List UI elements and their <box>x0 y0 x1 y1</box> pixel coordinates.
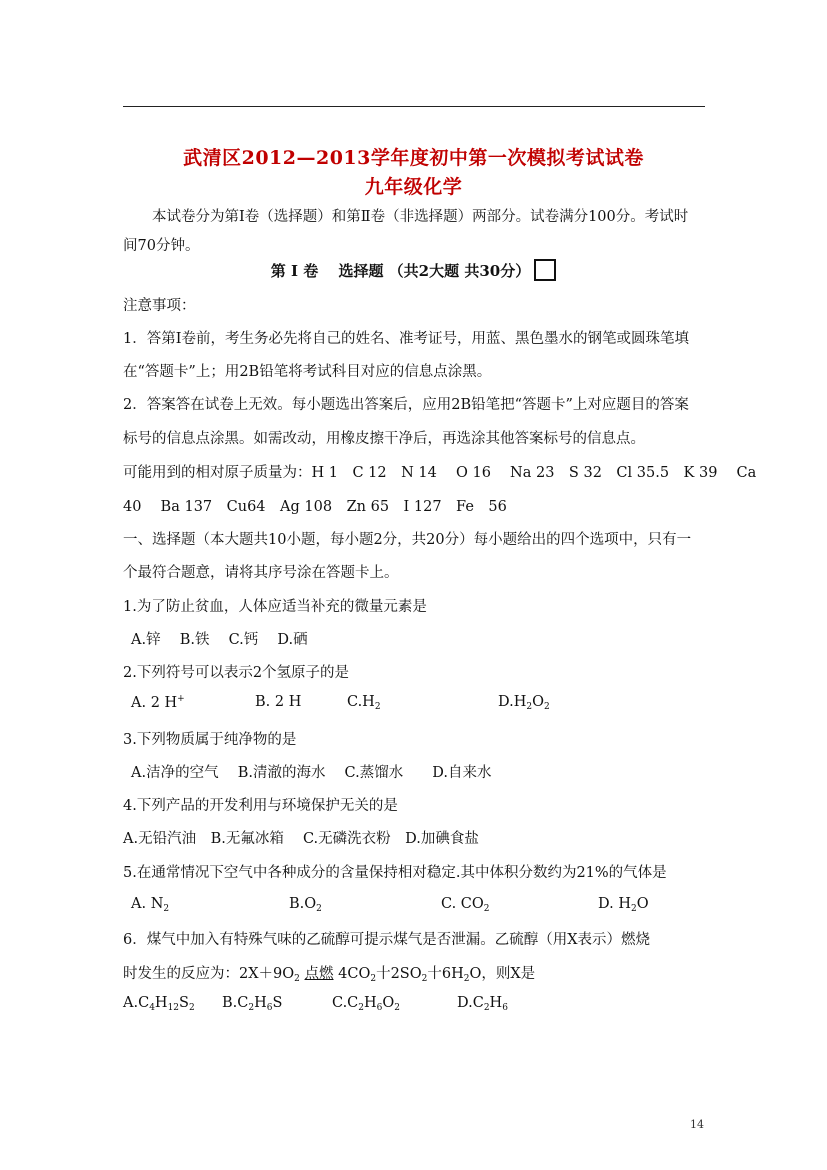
q6-d-2: 2 <box>483 1003 490 1013</box>
exam-subtitle: 九年级化学 <box>364 176 463 198</box>
question-5-option-b <box>289 896 322 914</box>
question-6-stem-2 <box>123 962 535 984</box>
question-6-option-a <box>123 995 195 1013</box>
q6-eq-d: 十6H <box>427 966 464 982</box>
intro-line-1: 本试卷分为第Ⅰ卷（选择题）和第Ⅱ卷（非选择题）两部分。试卷满分100分。考试时 <box>152 209 689 225</box>
part1-instructions-1: 一、选择题（本大题共10小题，每小题2分，共20分）每小题给出的四个选项中，只有一 <box>123 532 692 548</box>
atomic-mass-line-2: 40 Ba 137 Cu64 Ag 108 Zn 65 I 127 Fe 56 <box>123 499 507 515</box>
q2-d-mid: O <box>532 694 544 710</box>
q6-a-6: 2 <box>188 1003 195 1013</box>
q5-d-end: O <box>636 896 649 912</box>
q6-eq-c: 十2SO <box>376 966 422 982</box>
q6-a-3: H <box>154 995 168 1011</box>
q5-b-text: B.O <box>289 896 317 912</box>
q6-b-1: B.C <box>222 995 249 1011</box>
header-rule <box>123 106 705 107</box>
q6-d-4: 6 <box>502 1003 508 1013</box>
q2-d-text: D.H <box>498 694 527 710</box>
notes-heading: 注意事项： <box>123 298 196 314</box>
question-2-option-a <box>131 694 185 711</box>
q6-a-1: A.C <box>123 995 150 1011</box>
score-box <box>534 259 556 281</box>
q6-reaction-condition: 点燃 <box>304 966 334 982</box>
question-1-stem: 1.为了防止贫血，人体应适当补充的微量元素是 <box>123 599 427 615</box>
question-5-option-d <box>598 896 649 914</box>
q6-eq-e: O，则X是 <box>469 966 536 982</box>
page-number: 14 <box>690 1118 704 1131</box>
question-1-options: A.锌 B.铁 C.钙 D.硒 <box>131 632 308 648</box>
q2-c-text: C.H <box>347 694 375 710</box>
q6-eq-sub1: 2 <box>294 974 300 984</box>
q6-c-4: 6 <box>376 1003 383 1013</box>
section-heading <box>0 259 827 281</box>
q6-eq-sub2: 2 <box>370 974 377 984</box>
q6-a-5: S <box>179 995 189 1011</box>
q6-eq-sub4: 2 <box>463 974 470 984</box>
q6-eq-a: 时发生的反应为：2X＋9O <box>123 966 295 982</box>
question-4-options: A.无铅汽油 B.无氟冰箱 C.无磷洗衣粉 D.加碘食盐 <box>123 831 479 847</box>
question-2-stem: 2.下列符号可以表示2个氢原子的是 <box>123 665 350 681</box>
part1-instructions-2: 个最符合题意，请将其序号涂在答题卡上。 <box>123 565 399 581</box>
q6-c-6: 2 <box>394 1003 401 1013</box>
q6-c-2: 2 <box>358 1003 365 1013</box>
note-1-line-2: 在“答题卡”上；用2B铅笔将考试科目对应的信息点涂黑。 <box>123 364 492 380</box>
q2-d-sub2: 2 <box>544 702 550 712</box>
question-4-stem: 4.下列产品的开发利用与环境保护无关的是 <box>123 798 398 814</box>
note-1-line-1: 1．答第Ⅰ卷前，考生务必先将自己的姓名、准考证号，用蓝、黑色墨水的钢笔或圆珠笔填 <box>123 331 689 347</box>
question-6-option-d <box>457 995 508 1013</box>
q6-d-1: D.C <box>457 995 484 1011</box>
q6-a-2: 4 <box>149 1003 155 1013</box>
question-6-option-b <box>222 995 282 1013</box>
q2-a-sup: + <box>177 694 185 704</box>
intro-line-2: 间70分钟。 <box>123 238 200 254</box>
question-2-option-b: B. 2 H <box>255 694 302 710</box>
q6-c-1: C.C <box>332 995 359 1011</box>
q6-a-4: 12 <box>167 1003 180 1013</box>
q2-a-text: A. 2 H <box>131 695 178 711</box>
q6-d-3: H <box>489 995 503 1011</box>
question-5-option-c <box>441 896 490 914</box>
section-heading-text: 第 Ⅰ 卷 选择题 （共2大题 共30分） <box>270 262 531 280</box>
atomic-mass-line-1: 可能用到的相对原子质量为：H 1 C 12 N 14 O 16 Na 23 S 32 Cl 35.5 K 39 Ca <box>123 465 757 481</box>
q5-a-sub: 2 <box>163 904 170 914</box>
question-5-stem: 5.在通常情况下空气中各种成分的含量保持相对稳定.其中体积分数约为21%的气体是 <box>123 865 667 881</box>
q2-d-sub1: 2 <box>526 702 533 712</box>
q6-b-2: 2 <box>248 1003 255 1013</box>
question-3-options: A.洁净的空气 B.清澈的海水 C.蒸馏水 D.自来水 <box>131 765 492 781</box>
question-2-option-c <box>347 694 381 712</box>
q5-c-sub: 2 <box>483 904 490 914</box>
question-5-option-a <box>131 896 169 914</box>
q5-d-text: D. H <box>598 896 631 912</box>
q6-c-3: H <box>364 995 377 1011</box>
question-3-stem: 3.下列物质属于纯净物的是 <box>123 732 297 748</box>
q6-c-5: O <box>382 995 395 1011</box>
q2-c-sub: 2 <box>374 702 381 712</box>
note-2-line-2: 标号的信息点涂黑。如需改动，用橡皮擦干净后，再选涂其他答案标号的信息点。 <box>123 431 645 447</box>
question-6-stem-1: 6．煤气中加入有特殊气味的乙硫醇可提示煤气是否泄漏。乙硫醇（用X表示）燃烧 <box>123 932 651 948</box>
q6-b-4: 6 <box>266 1003 273 1013</box>
q5-c-text: C. CO <box>441 896 484 912</box>
exam-title: 武清区2012—2013学年度初中第一次模拟考试试卷 <box>183 147 644 169</box>
q5-d-sub: 2 <box>630 904 637 914</box>
q6-b-3: H <box>254 995 267 1011</box>
q5-a-text: A. N <box>131 896 164 912</box>
q6-b-5: S <box>272 995 283 1011</box>
question-6-option-c <box>332 995 400 1013</box>
q6-eq-b: 4CO <box>338 966 371 982</box>
q5-b-sub: 2 <box>316 904 322 914</box>
question-2-option-d <box>498 694 550 712</box>
note-2-line-1: 2．答案答在试卷上无效。每小题选出答案后，应用2B铅笔把“答题卡”上对应题目的答案 <box>123 397 689 413</box>
q6-eq-sub3: 2 <box>421 974 428 984</box>
